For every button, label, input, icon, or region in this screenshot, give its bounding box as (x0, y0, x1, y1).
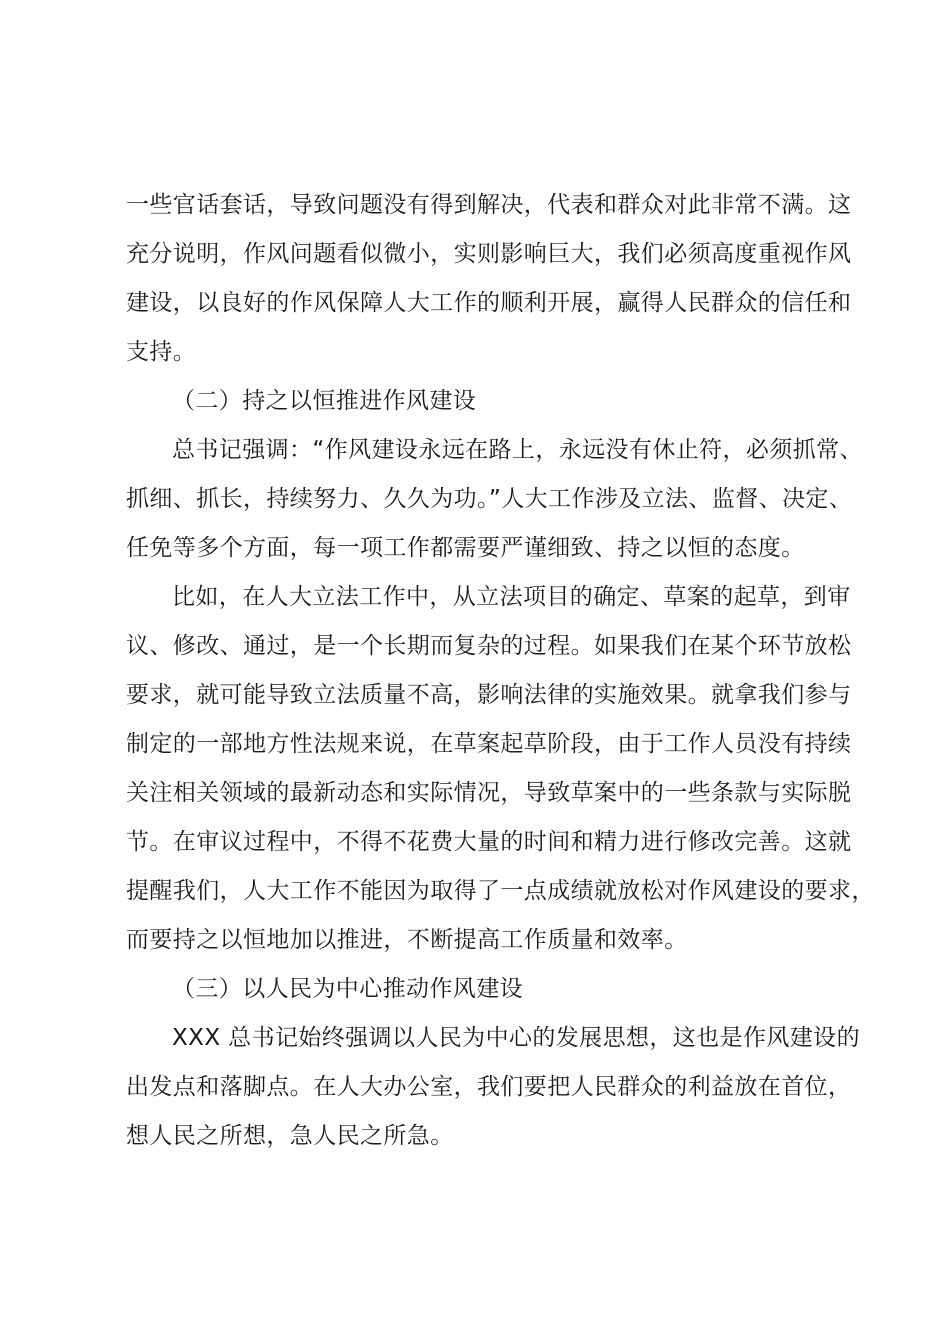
text-line: 充分说明，作风问题看似微小，实则影响巨大，我们必须高度重视作风 (126, 241, 852, 267)
text-line: 建设，以良好的作风保障人大工作的顺利开展，赢得人民群众的信任和 (126, 290, 852, 316)
text-line: 要求，就可能导致立法质量不高，影响法律的实施效果。就拿我们参与 (126, 682, 852, 708)
text-line: 而要持之以恒地加以推进，不断提高工作质量和效率。 (126, 927, 688, 953)
text-line: 议、修改、通过，是一个长期而复杂的过程。如果我们在某个环节放松 (126, 633, 852, 659)
text-line: 比如，在人大立法工作中，从立法项目的确定、草案的起草，到审 (172, 584, 851, 610)
text-line: 一些官话套话，导致问题没有得到解决，代表和群众对此非常不满。这 (126, 192, 852, 218)
section-heading: （三）以人民为中心推动作风建设 (172, 976, 523, 1002)
section-heading: （二）持之以恒推进作风建设 (172, 388, 477, 414)
text-line: 抓细、抓长，持续努力、久久为功。”人大工作涉及立法、监督、决定、 (126, 486, 853, 512)
text-line: 节。在审议过程中，不得不花费大量的时间和精力进行修改完善。这就 (126, 829, 852, 855)
text-line: 任免等多个方面，每一项工作都需要严谨细致、持之以恒的态度。 (126, 535, 805, 561)
text-line: 关注相关领域的最新动态和实际情况，导致草案中的一些条款与实际脱 (126, 780, 852, 806)
text-line: 提醒我们，人大工作不能因为取得了一点成绩就放松对作风建设的要求， (126, 878, 875, 904)
body-text (126, 181, 875, 1161)
text-line: XXX 总书记始终强调以人民为中心的发展思想，这也是作风建设的 (172, 1025, 860, 1051)
text-line: 制定的一部地方性法规来说，在草案起草阶段，由于工作人员没有持续 (126, 731, 852, 757)
text-line: 出发点和落脚点。在人大办公室，我们要把人民群众的利益放在首位， (126, 1074, 852, 1100)
text-line: 想人民之所想，急人民之所急。 (126, 1123, 454, 1149)
text-line: 支持。 (126, 339, 197, 365)
text-line: 总书记强调：“作风建设永远在路上，永远没有休止符，必须抓常、 (172, 437, 863, 463)
